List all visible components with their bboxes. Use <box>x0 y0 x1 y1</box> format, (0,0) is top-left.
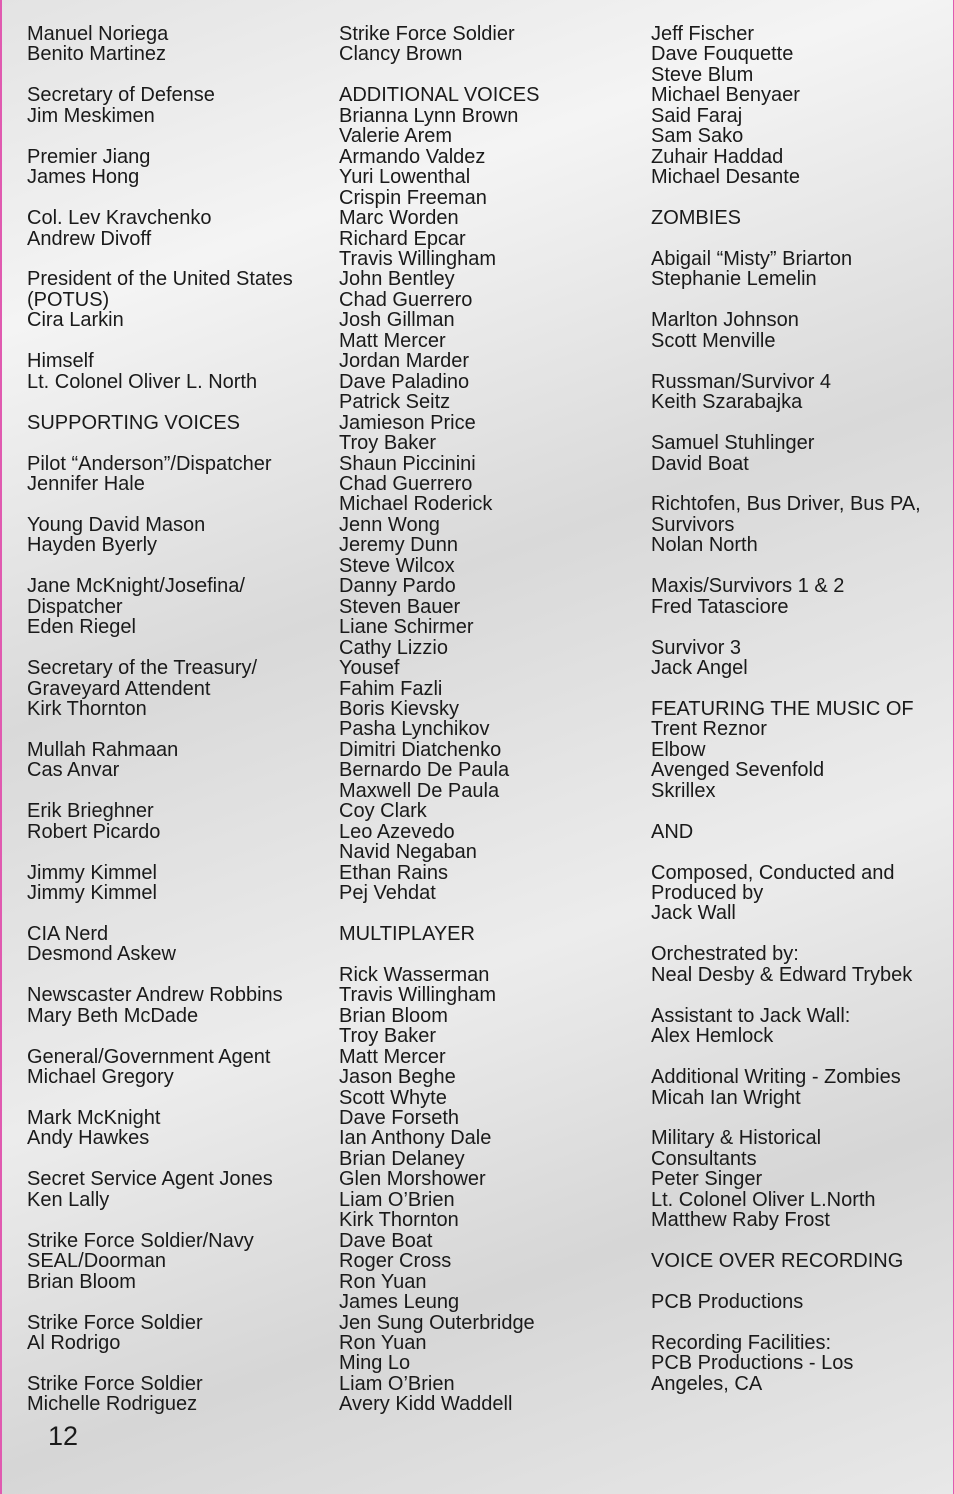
credits-column-3: Jeff Fischer Dave Fouquette Steve Blum Michael Benyaer Said Faraj Sam Sako Zuhair Haddad Michael Desante ZOMBIES Abigail “Misty” Briarton Stephanie Lemelin Marlton Johnson Scott Menville Russman/Survivor 4 Keith Szarabajka Samuel Stuhlinger David Boat Richtofen, Bus Driver, Bus PA, Survivors Nolan North Maxis/Survivors 1 & 2 Fred Tatasciore Survivor 3 Jack Angel FEATURING THE MUSIC OF Trent Reznor Elbow Avenged Sevenfold Skrillex AND Composed, Conducted and Produced by Jack Wall Orchestrated by: Neal Desby & Edward Trybek Assistant to Jack Wall: Alex Hemlock Additional Writing - Zombies Micah Ian Wright Military & Historical Consultants Peter Singer Lt. Colonel Oliver L.North Matthew Raby Frost VOICE OVER RECORDING PCB Productions Recording Facilities: PCB Productions - Los Angeles, CA <box>651 23 921 1395</box>
credits-column-1: Manuel Noriega Benito Martinez Secretary of Defense Jim Meskimen Premier Jiang James Hong Col. Lev Kravchenko Andrew Divoff President of the United States (POTUS) Cira Larkin Himself Lt. Colonel Oliver L. North SUPPORTING VOICES Pilot “Anderson”/Dispatcher Jennifer Hale Young David Mason Hayden Byerly Jane McKnight/Josefina/ Dispatcher Eden Riegel Secretary of the Treasury/ Graveyard Attendent Kirk Thornton Mullah Rahmaan Cas Anvar Erik Brieghner Robert Picardo Jimmy Kimmel Jimmy Kimmel CIA Nerd Desmond Askew Newscaster Andrew Robbins Mary Beth McDade General/Government Agent Michael Gregory Mark McKnight Andy Hawkes Secret Service Agent Jones Ken Lally Strike Force Soldier/Navy SEAL/Doorman Brian Bloom Strike Force Soldier Al Rodrigo Strike Force Soldier Michelle Rodriguez <box>27 23 293 1416</box>
credits-column-2: Strike Force Soldier Clancy Brown ADDITIONAL VOICES Brianna Lynn Brown Valerie Arem Armando Valdez Yuri Lowenthal Crispin Freeman Marc Worden Richard Epcar Travis Willingham John Bentley Chad Guerrero Josh Gillman Matt Mercer Jordan Marder Dave Paladino Patrick Seitz Jamieson Price Troy Baker Shaun Piccinini Chad Guerrero Michael Roderick Jenn Wong Jeremy Dunn Steve Wilcox Danny Pardo Steven Bauer Liane Schirmer Cathy Lizzio Yousef Fahim Fazli Boris Kievsky Pasha Lynchikov Dimitri Diatchenko Bernardo De Paula Maxwell De Paula Coy Clark Leo Azevedo Navid Negaban Ethan Rains Pej Vehdat MULTIPLAYER Rick Wasserman Travis Willingham Brian Bloom Troy Baker Matt Mercer Jason Beghe Scott Whyte Dave Forseth Ian Anthony Dale Brian Delaney Glen Morshower Liam O’Brien Kirk Thornton Dave Boat Roger Cross Ron Yuan James Leung Jen Sung Outerbridge Ron Yuan Ming Lo Liam O’Brien Avery Kidd Waddell <box>339 23 540 1416</box>
page-number: 12 <box>48 1421 79 1451</box>
